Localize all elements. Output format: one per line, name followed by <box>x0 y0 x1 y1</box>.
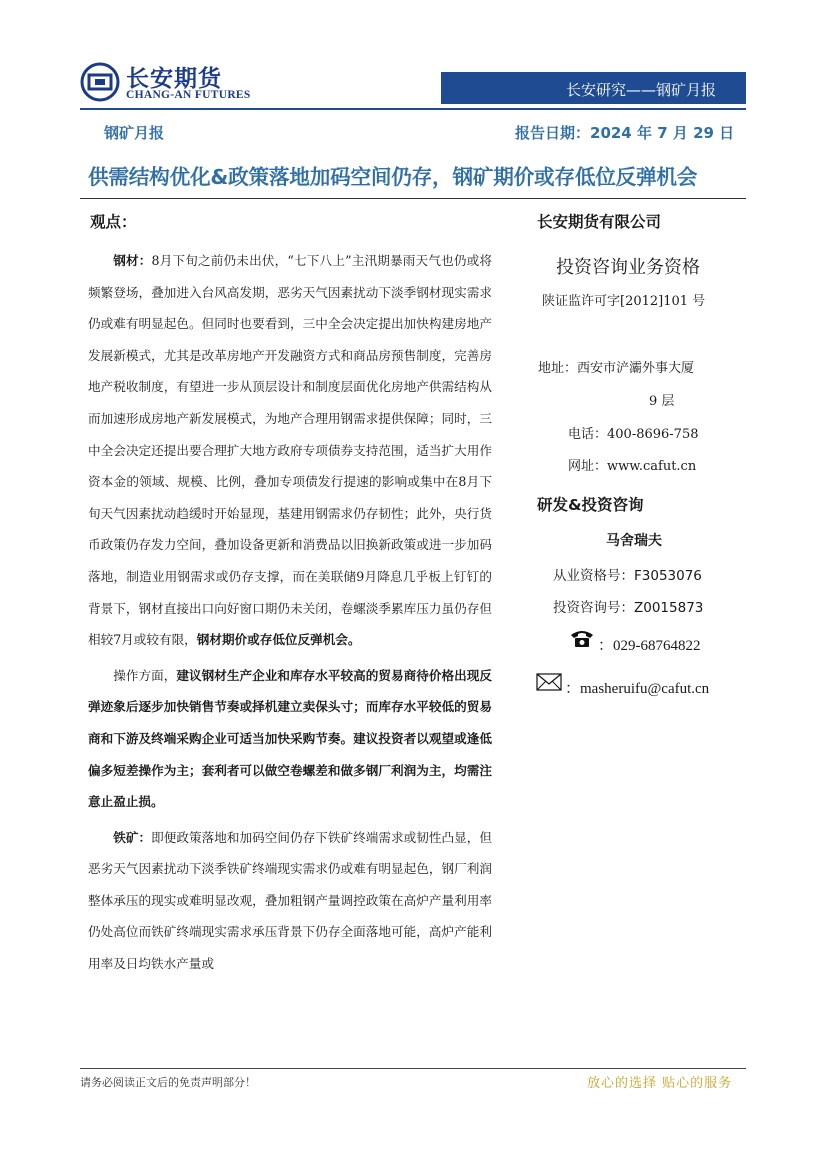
footer-divider <box>80 1068 746 1069</box>
paragraph-steel <box>88 245 492 656</box>
sidebar-address-cont: 9 层 <box>649 394 675 409</box>
page-title: 供需结构优化&政策落地加码空间仍存，钢矿期价或存低位反弹机会 <box>88 165 698 189</box>
steel-text: 8月下旬之前仍未出伏，“七下八上”主汛期暴雨天气也仍或将频繁登场，叠加进入台风高发期，恶劣天气因素扰动下淡季钢材现实需求仍或难有明显起色。但同时也要看到，三中全会决定提出加快构建房地产发展新模式，尤其是改革房地产开发融资方式和商品房预售制度，完善房地产税收制度，有望进一步从顶层设计和制度层面优化房地产供需结构从而加速形成房地产新发展模式，为地产合理用钢需求提供保障；同时，三中全会决定还提出要合理扩大地方政府专项债券支持范围，适当扩大用作资本金的领域、规模、比例，叠加专项债发行提速的影响或集中在8月下旬天气因素扰动趋缓时开始显现，基建用钢需求仍存韧性；此外，央行货币政策仍存发力空间，叠加设备更新和消费品以旧换新政策或进一步加码落地，制造业用钢需求或仍存支撑，而在美联储9月降息几乎板上钉钉的背景下，钢材直接出口向好窗口期仍未关闭，卷螺淡季累库压力虽仍存但相较7月或较有限， <box>88 253 493 648</box>
steel-lead: 钢材： <box>113 253 152 268</box>
footer-slogan: 放心的选择 贴心的服务 <box>587 1076 733 1091</box>
company-name-en: CHANG-AN FUTURES <box>126 89 251 101</box>
company-name-cn: 长安期货 <box>126 66 222 92</box>
steel-conclusion: 钢材期价或存低位反弹机会。 <box>196 632 361 648</box>
telephone-icon <box>569 628 595 648</box>
header-band-text: 长安研究——钢矿月报 <box>566 81 717 99</box>
analyst-phone: ：029-68764822 <box>598 638 701 654</box>
sidebar-rd-heading: 研发&投资咨询 <box>537 496 644 514</box>
iron-ore-text: 即便政策落地和加码空间仍存下铁矿终端需求或韧性凸显，但恶劣天气因素扰动下淡季铁矿终端现实需求仍或难有明显起色，钢厂利润整体承压的现实或难明显改观，叠加粗钢产量调控政策在高炉产量利用率仍处高位而铁矿终端现实需求承压背景下仍存全面落地可能，高炉产能利用率及日均铁水产量或 <box>88 829 493 972</box>
body-text <box>88 245 492 984</box>
analyst-name: 马舍瑞夫 <box>606 533 662 549</box>
sidebar-qualification: 投资咨询业务资格 <box>556 257 700 278</box>
sidebar-address: 地址：西安市浐灞外事大厦 <box>538 361 695 376</box>
view-heading: 观点： <box>90 213 137 231</box>
header-divider <box>80 108 746 110</box>
envelope-icon <box>536 673 562 691</box>
paragraph-operation <box>88 660 492 818</box>
sidebar-company: 长安期货有限公司 <box>537 213 662 231</box>
operation-lead: 操作方面， <box>113 667 177 683</box>
report-type: 钢矿月报 <box>104 124 165 142</box>
company-logo-icon <box>80 62 120 102</box>
report-date: 报告日期：2024 年 7 月 29 日 <box>515 124 735 142</box>
sidebar-tel: 电话：400-8696-758 <box>568 427 699 442</box>
analyst-email[interactable]: ：masheruifu@cafut.cn <box>565 681 710 697</box>
sidebar-license: 陕证监许可字[2012]101 号 <box>542 294 706 309</box>
analyst-qualification-no: 从业资格号：F3053076 <box>553 568 702 584</box>
analyst-consult-no: 投资咨询号：Z0015873 <box>553 600 704 616</box>
paragraph-iron-ore <box>88 822 492 980</box>
iron-ore-lead: 铁矿： <box>113 829 152 845</box>
footer-disclaimer: 请务必阅读正文后的免责声明部分！ <box>80 1076 256 1089</box>
title-divider <box>80 198 746 199</box>
sidebar-website[interactable]: 网址：www.cafut.cn <box>568 459 697 474</box>
operation-advice: 建议钢材生产企业和库存水平较高的贸易商待价格出现反弹迹象后逐步加快销售节奏或择机建立卖保头寸；而库存水平较低的贸易商和下游及终端采购企业可适当加快采购节奏。建议投资者以观望或逢低偏多短差操作为主；套利者可以做空卷螺差和做多钢厂利润为主，均需注意止盈止损。 <box>88 667 493 810</box>
